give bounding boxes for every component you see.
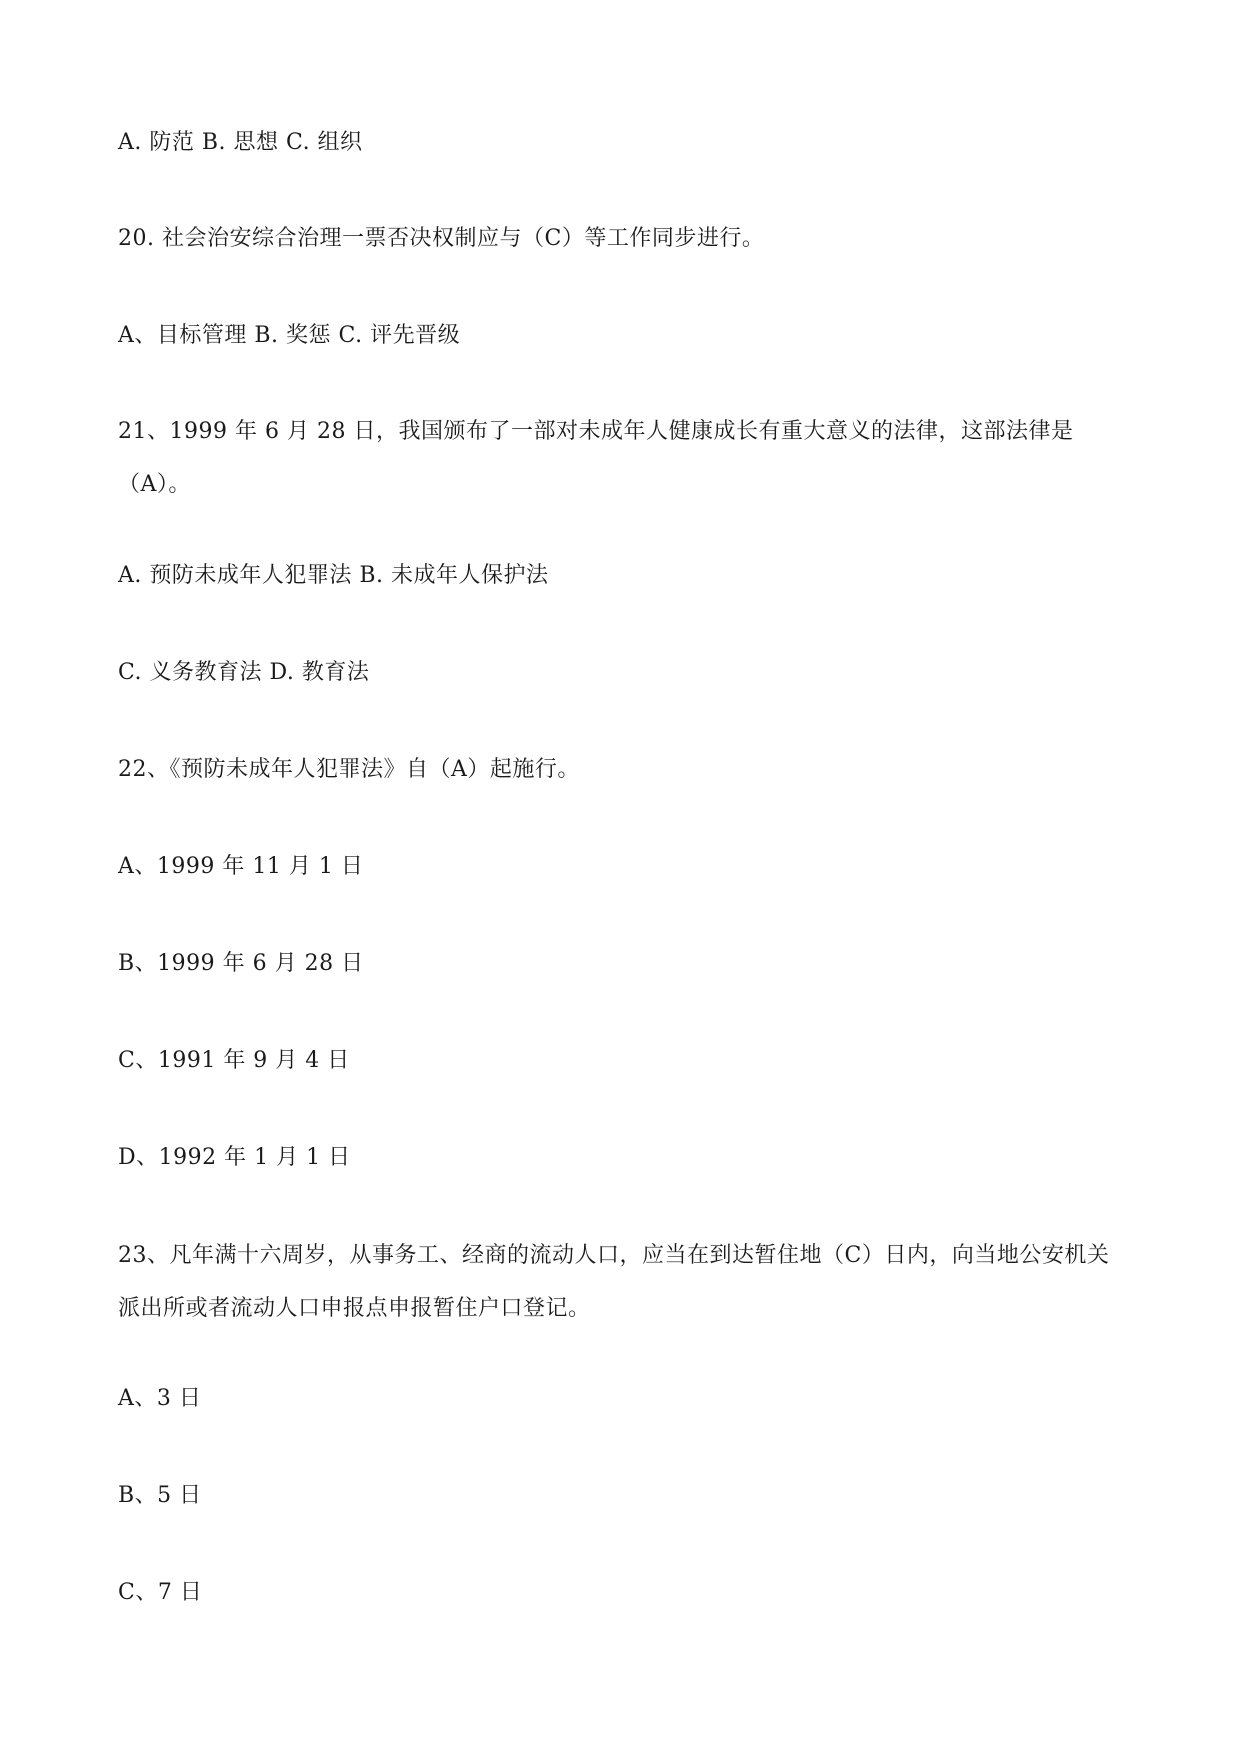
option-q22-b: B、1999 年 6 月 28 日 <box>118 951 364 976</box>
option-q23-c: C、7 日 <box>118 1580 203 1605</box>
option-q22-a: A、1999 年 11 月 1 日 <box>118 854 364 879</box>
question-23: 23、凡年满十六周岁，从事务工、经商的流动人口，应当在到达暂住地（C）日内，向当地公安机关派出所或者流动人口申报点申报暂住户口登记。 <box>118 1243 1110 1321</box>
question-21: 21、1999 年 6 月 28 日，我国颁布了一部对未成年人健康成长有重大意义的法律，这部法律是（A）。 <box>118 419 1074 497</box>
question-20: 20. 社会治安综合治理一票否决权制应与（C）等工作同步进行。 <box>118 226 765 251</box>
option-line-q21-ab: A. 预防未成年人犯罪法 B. 未成年人保护法 <box>118 563 549 588</box>
option-q23-b: B、5 日 <box>118 1483 202 1508</box>
question-22: 22、《预防未成年人犯罪法》自（A）起施行。 <box>118 757 580 782</box>
option-line-q19: A. 防范 B. 思想 C. 组织 <box>118 130 363 155</box>
option-line-q20: A、目标管理 B. 奖惩 C. 评先晋级 <box>118 323 461 348</box>
option-line-q21-cd: C. 义务教育法 D. 教育法 <box>118 660 370 685</box>
option-q23-a: A、3 日 <box>118 1386 202 1411</box>
option-q22-c: C、1991 年 9 月 4 日 <box>118 1048 350 1073</box>
option-q22-d: D、1992 年 1 月 1 日 <box>118 1145 351 1170</box>
